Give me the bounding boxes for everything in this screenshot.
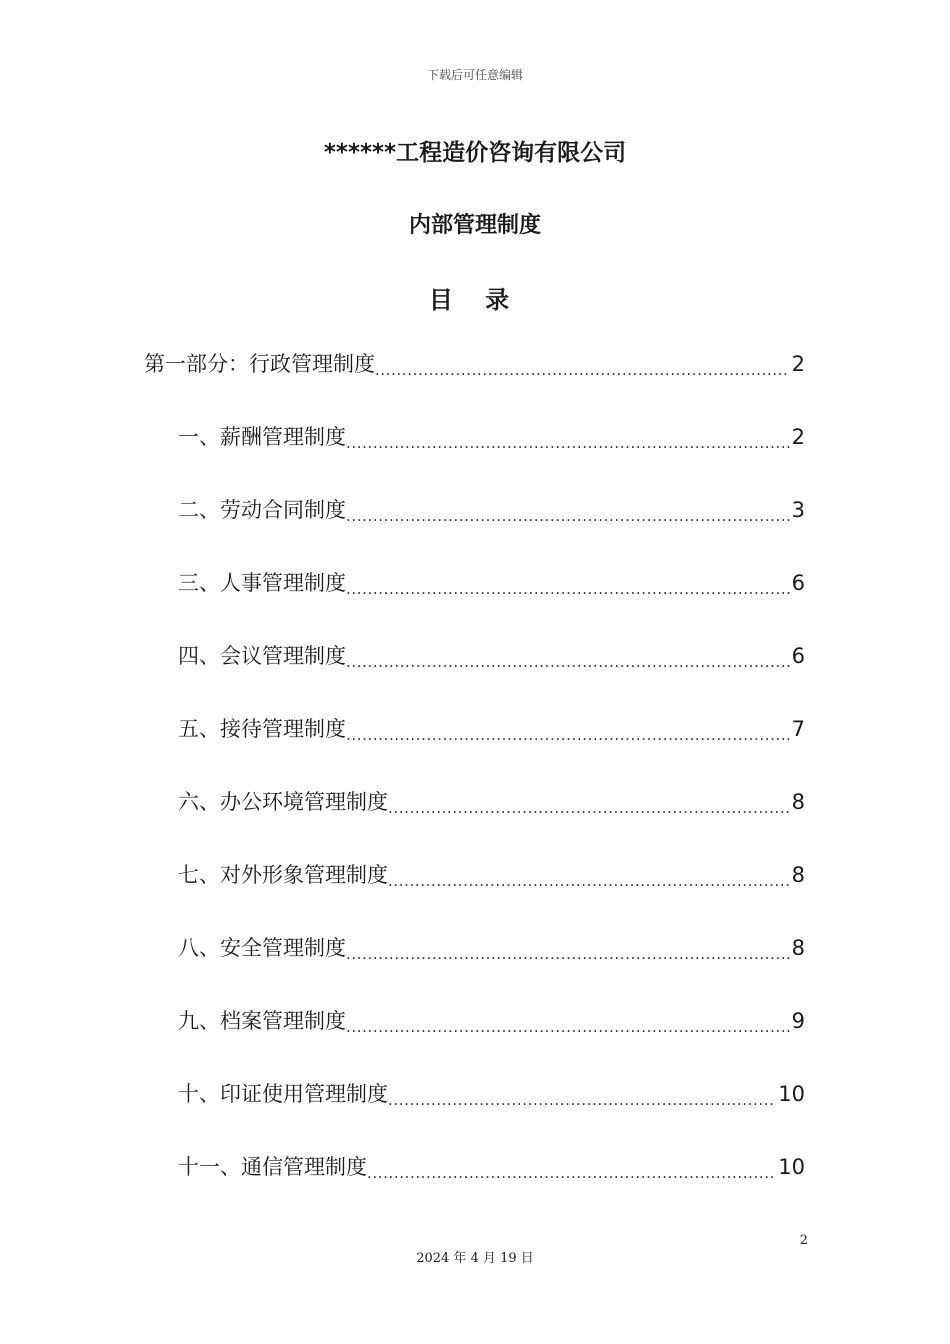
toc-entry-page: 6 — [791, 644, 805, 668]
toc-entry[interactable] — [178, 1149, 805, 1185]
toc-entry[interactable] — [178, 930, 805, 966]
toc-entry-label: 三、人事管理制度 — [178, 571, 346, 595]
document-subtitle: 内部管理制度 — [408, 213, 541, 238]
toc-entry[interactable] — [178, 565, 805, 601]
toc-leader-dots — [346, 711, 790, 747]
footer-date: 2024 年 4 月 19 日 — [416, 1251, 534, 1266]
toc-leader-dots — [388, 784, 790, 820]
toc-entry-page: 8 — [791, 790, 805, 814]
toc-leader-dots — [375, 346, 790, 382]
toc-entry-label: 八、安全管理制度 — [178, 936, 346, 960]
toc-entry-label: 一、薪酬管理制度 — [178, 425, 346, 449]
toc-entry-page: 10 — [778, 1155, 805, 1179]
toc-leader-dots — [346, 419, 790, 455]
toc-entry-page: 2 — [791, 352, 805, 376]
toc-entry-label: 五、接待管理制度 — [178, 717, 346, 741]
toc-entry-label: 九、档案管理制度 — [178, 1009, 346, 1033]
toc-entry-label: 二、劳动合同制度 — [178, 498, 346, 522]
toc-entry[interactable] — [178, 784, 805, 820]
toc-entry-label: 十、印证使用管理制度 — [178, 1082, 388, 1106]
toc-leader-dots — [346, 492, 790, 528]
toc-entry-page: 8 — [791, 936, 805, 960]
toc-entry-page: 6 — [791, 571, 805, 595]
toc-leader-dots — [388, 857, 790, 893]
toc-entry-page: 3 — [791, 498, 805, 522]
toc-entry-label: 七、对外形象管理制度 — [178, 863, 388, 887]
toc-leader-dots — [346, 565, 790, 601]
toc-entry[interactable] — [178, 1076, 805, 1112]
header-note: 下载后可任意编辑 — [426, 68, 523, 82]
toc-entry-page: 7 — [791, 717, 805, 741]
toc-entry-page: 2 — [791, 425, 805, 449]
toc-entry-page: 10 — [778, 1082, 805, 1106]
toc-title: 目 录 — [428, 286, 522, 314]
toc-entry[interactable] — [178, 419, 805, 455]
toc-entry[interactable] — [178, 492, 805, 528]
toc-entry[interactable] — [144, 346, 805, 382]
company-name: ******工程造价咨询有限公司 — [323, 140, 627, 166]
toc-entry-label: 四、会议管理制度 — [178, 644, 346, 668]
toc-entry[interactable] — [178, 711, 805, 747]
toc-entry-page: 8 — [791, 863, 805, 887]
toc-leader-dots — [346, 1003, 790, 1039]
toc-leader-dots — [346, 638, 790, 674]
toc-leader-dots — [367, 1149, 776, 1185]
toc-entry-label: 第一部分：行政管理制度 — [144, 352, 375, 376]
page-number: 2 — [799, 1233, 808, 1248]
toc-entry[interactable] — [178, 857, 805, 893]
toc-leader-dots — [388, 1076, 776, 1112]
toc-entry-label: 十一、通信管理制度 — [178, 1155, 367, 1179]
toc-entry-label: 六、办公环境管理制度 — [178, 790, 388, 814]
toc-entry[interactable] — [178, 1003, 805, 1039]
toc-entry-page: 9 — [791, 1009, 805, 1033]
toc-entry[interactable] — [178, 638, 805, 674]
toc-leader-dots — [346, 930, 790, 966]
